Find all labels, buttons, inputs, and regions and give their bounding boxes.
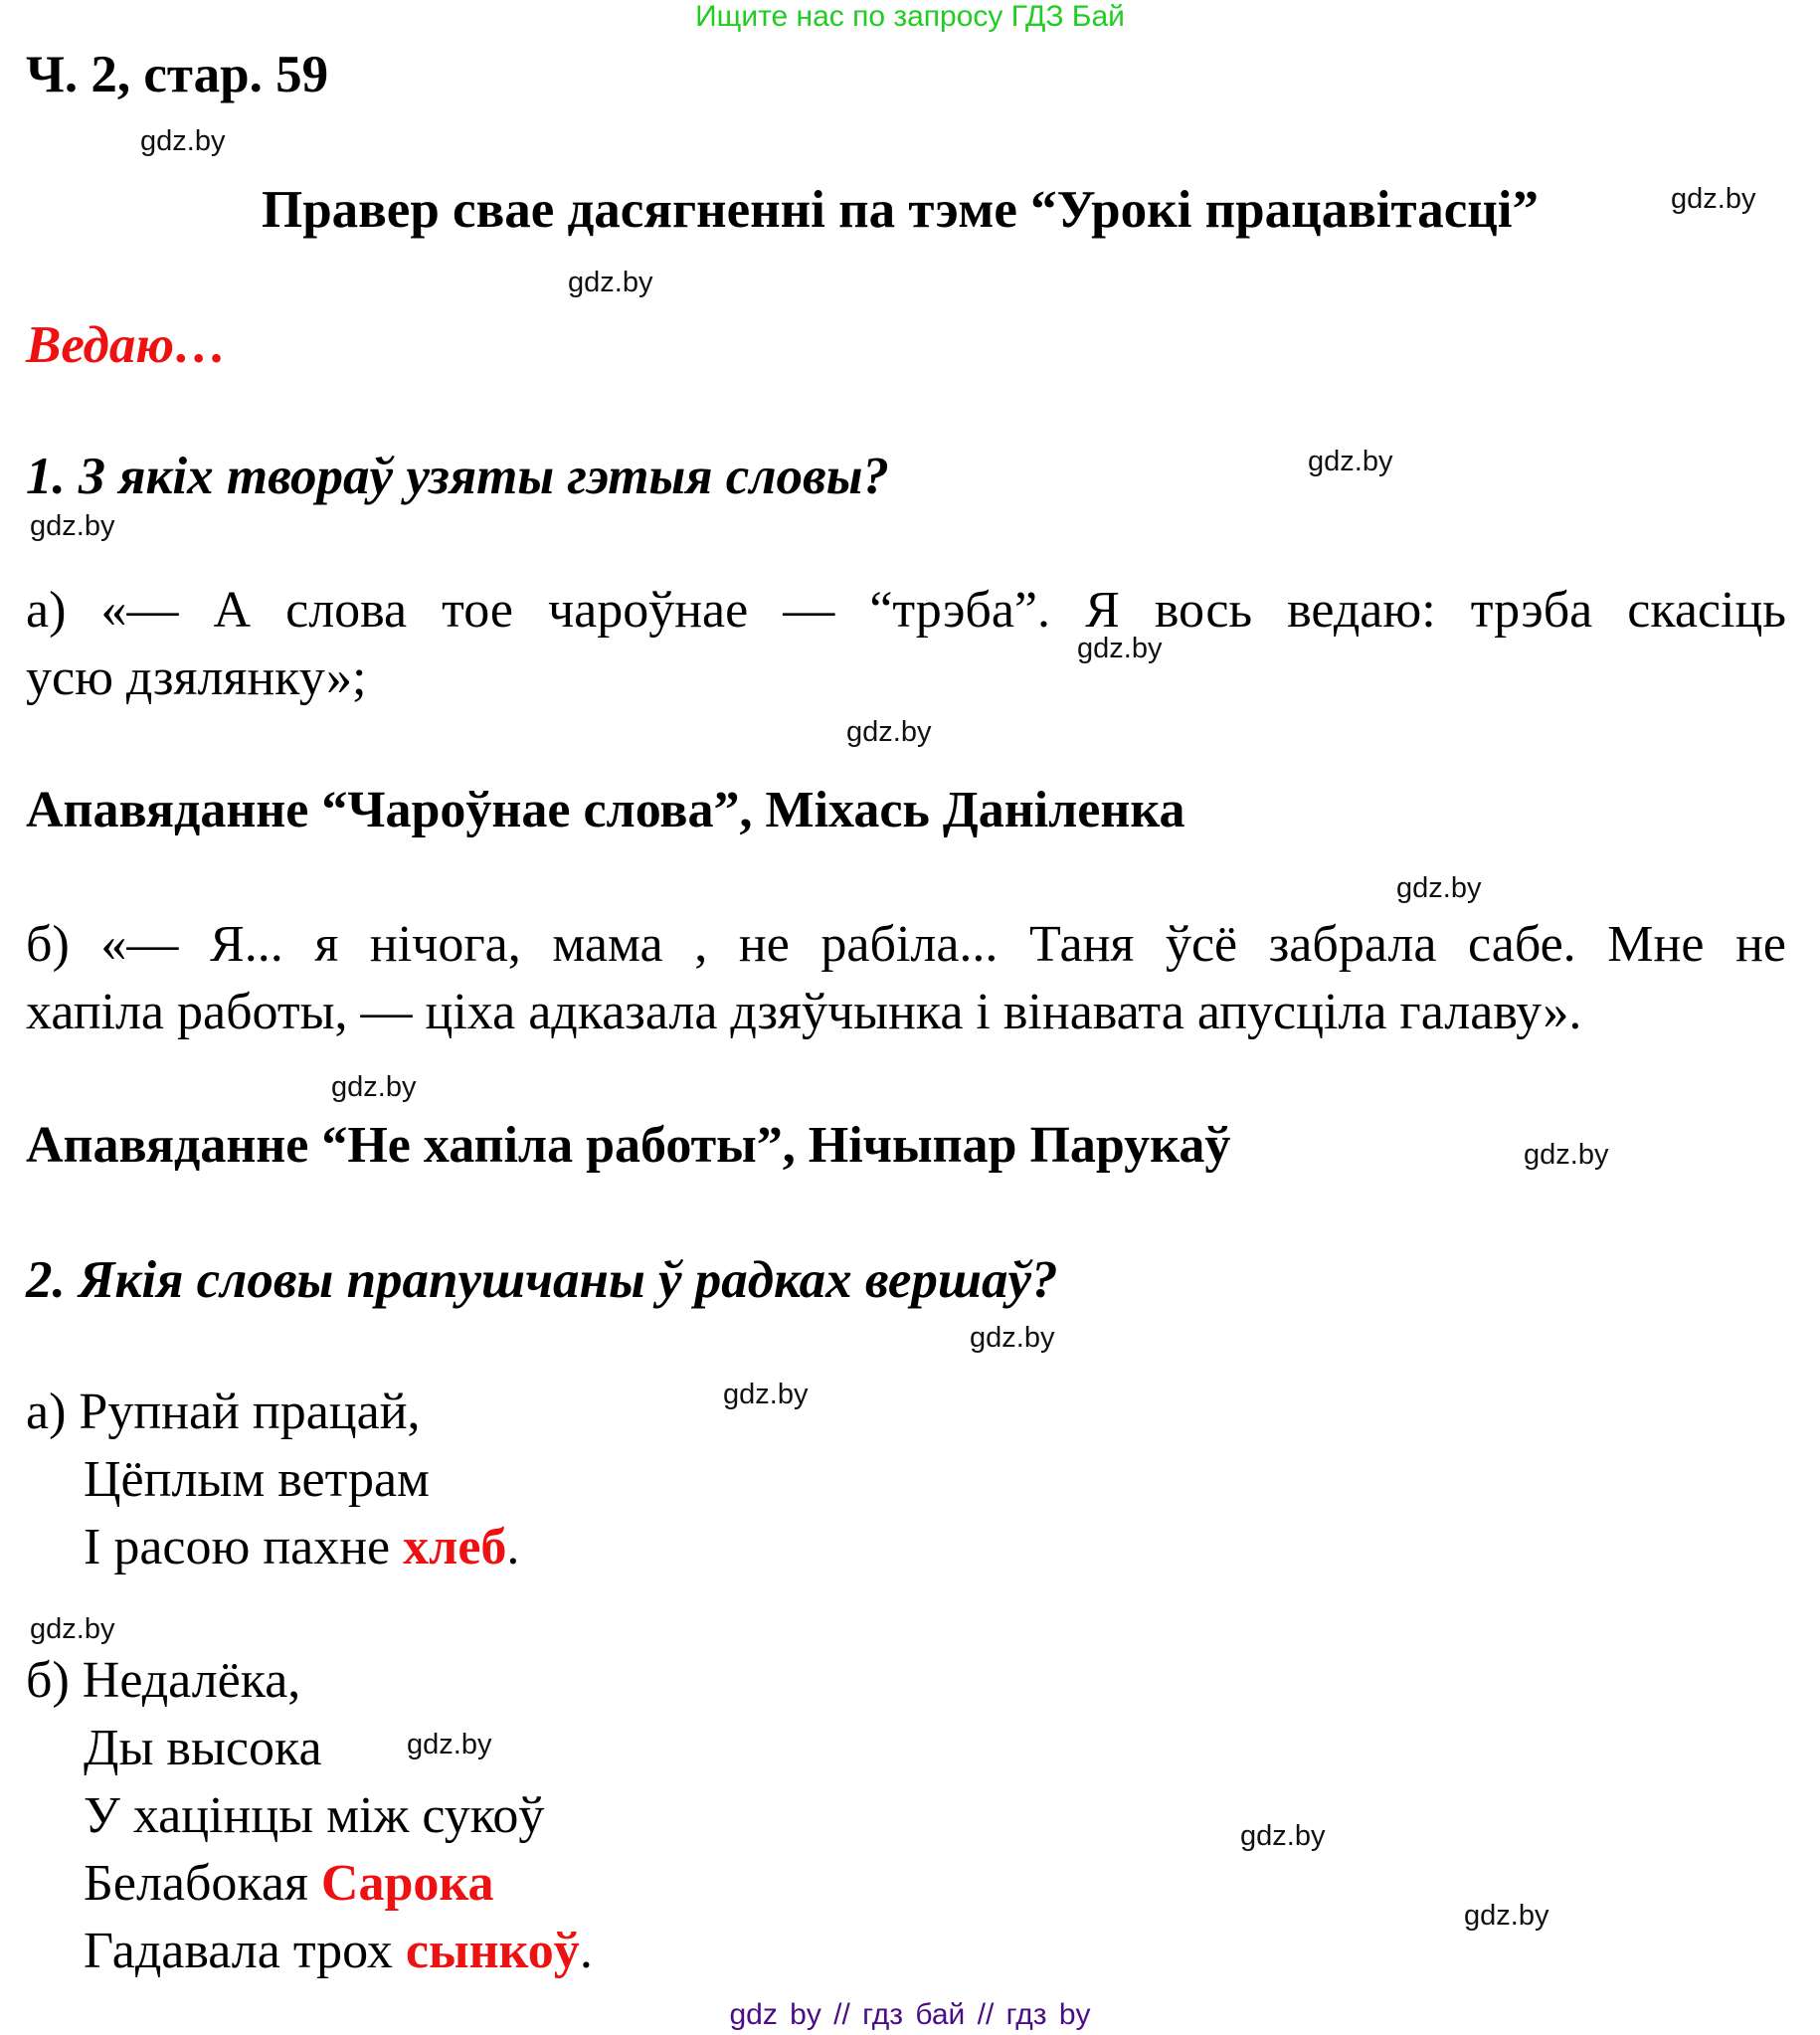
footer-links: gdz by // гдз бай // гдз by (729, 1998, 1091, 2031)
answer-a: Апавяданне “Чароўнае слова”, Міхась Даніленка (26, 782, 1185, 838)
quote-line: хапіла работы, — ціха адказала дзяўчынка і вінавата апусціла галаву». (26, 984, 1582, 1040)
question-1-heading: 1. З якіх твораў узяты гэтыя словы? (26, 448, 889, 505)
poem-line: б) Недалёка, (26, 1652, 301, 1709)
poem-line: Ды высока (84, 1720, 322, 1776)
quote-line: усю дзялянку»; (26, 649, 367, 706)
quote-b (26, 911, 1786, 1046)
watermark: gdz.by (1396, 872, 1482, 904)
missing-word: Сарока (320, 1855, 494, 1912)
watermark: gdz.by (970, 1322, 1055, 1354)
watermark: gdz.by (1077, 633, 1163, 664)
poem-line: І расою пахне хлеб. (84, 1519, 520, 1575)
page-title: Правер свае дасягненні па тэме “Урокі працавітасці” (261, 181, 1540, 239)
watermark: gdz.by (846, 716, 932, 748)
section-label: Ведаю… (26, 316, 228, 374)
watermark: gdz.by (1464, 1900, 1549, 1932)
poem-b (26, 1647, 593, 1985)
poem-line: Гадавала трох сынкоў. (84, 1923, 593, 1979)
search-banner: Ищите нас по запросу ГДЗ Бай (695, 0, 1125, 33)
poem-line: У хацінцы між сукоў (84, 1787, 545, 1844)
watermark: gdz.by (30, 1613, 115, 1645)
watermark: gdz.by (1240, 1820, 1326, 1852)
answer-b: Апавяданне “Не хапіла работы”, Нічыпар Парукаў (26, 1117, 1231, 1174)
watermark: gdz.by (723, 1379, 809, 1410)
watermark: gdz.by (407, 1729, 492, 1760)
missing-word: хлеб (403, 1519, 507, 1575)
quote-line: а) «— А слова тое чароўнае — “трэба”. Я вось ведаю: трэба скасіць (26, 582, 1786, 639)
watermark: gdz.by (30, 510, 115, 542)
watermark: gdz.by (1308, 446, 1393, 477)
question-2-heading: 2. Якія словы прапушчаны ў радках вершаў? (26, 1251, 1058, 1309)
watermark: gdz.by (140, 125, 226, 157)
poem-line: Белабокая Сарока (84, 1855, 494, 1912)
poem-a (26, 1379, 519, 1581)
watermark: gdz.by (1671, 183, 1756, 215)
quote-a (26, 577, 1786, 712)
poem-line: Цёплым ветрам (84, 1451, 430, 1508)
missing-word: сынкоў (405, 1923, 580, 1979)
poem-line: а) Рупнай працай, (26, 1384, 421, 1440)
page-heading: Ч. 2, стар. 59 (26, 46, 329, 103)
watermark: gdz.by (331, 1071, 417, 1103)
quote-line: б) «— Я... я нічога, мама , не рабіла... Таня ўсё забрала сабе. Мне не (26, 916, 1786, 973)
watermark: gdz.by (568, 267, 653, 298)
watermark: gdz.by (1524, 1139, 1609, 1171)
